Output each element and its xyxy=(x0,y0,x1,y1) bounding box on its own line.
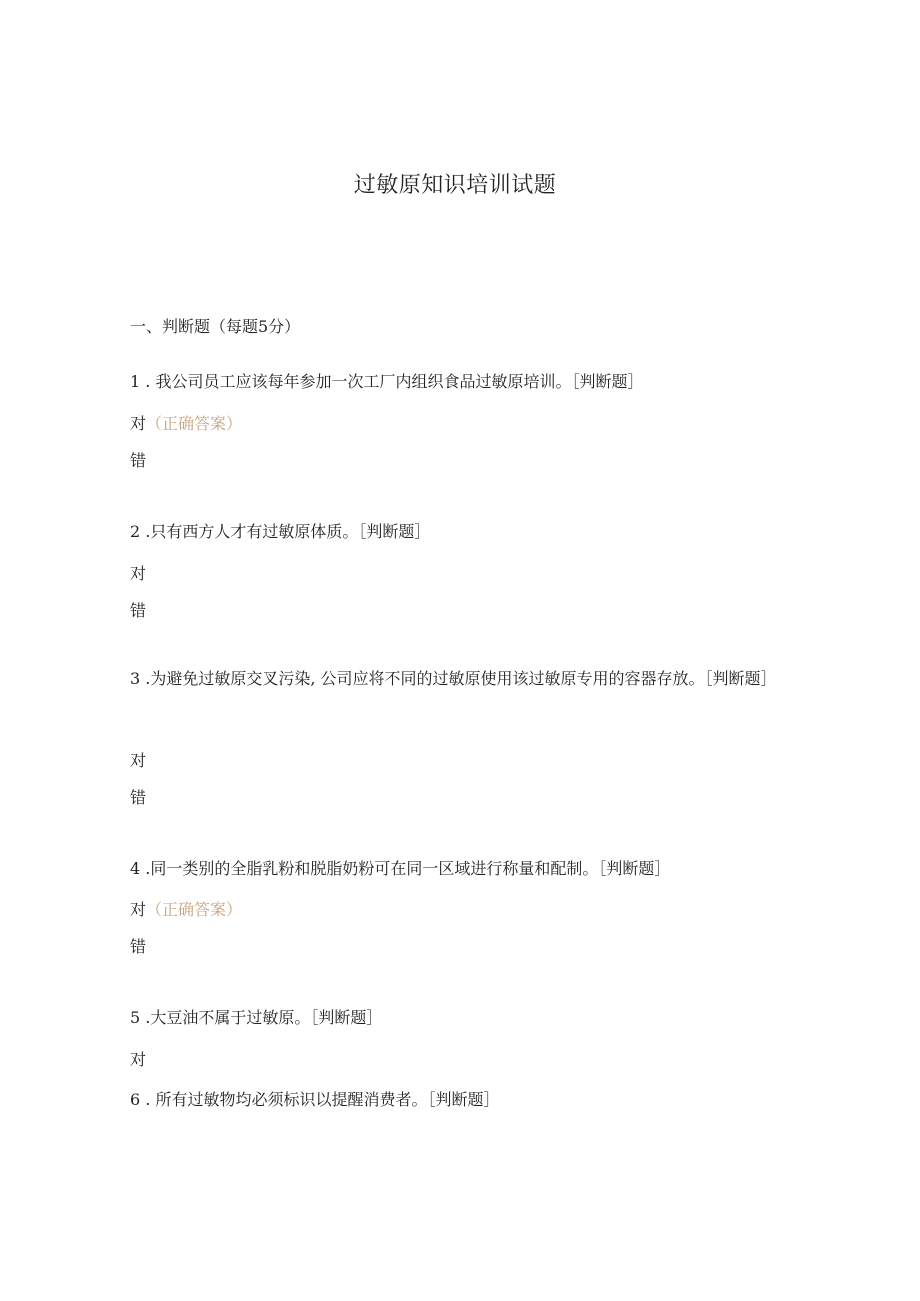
question-6-text: 6 . 所有过敏物均必须标识以提醒消费者。［判断题］ xyxy=(130,1090,500,1109)
option-label: 对 xyxy=(130,414,147,433)
question-3-text: 3 .为避免过敏原交叉污染, 公司应将不同的过敏原使用该过敏原专用的容器存放。［判断题］ xyxy=(130,669,777,688)
correct-answer-mark: （正确答案） xyxy=(146,414,243,433)
correct-answer-mark: （正确答案） xyxy=(146,900,243,919)
question-3-option-true[interactable]: 对 xyxy=(130,751,147,770)
page-title: 过敏原知识培训试题 xyxy=(353,173,557,198)
question-4-option-false[interactable]: 错 xyxy=(130,937,147,956)
section-heading: 一、判断题（每题5分） xyxy=(130,317,301,336)
question-3-option-false[interactable]: 错 xyxy=(130,788,147,807)
question-1-option-false[interactable]: 错 xyxy=(130,451,147,470)
question-1-text: 1 . 我公司员工应该每年参加一次工厂内组织食品过敏原培训。［判断题］ xyxy=(130,372,644,391)
option-label: 对 xyxy=(130,900,147,919)
question-5-text: 5 .大豆油不属于过敏原。［判断题］ xyxy=(130,1008,383,1027)
question-2-text: 2 .只有西方人才有过敏原体质。［判断题］ xyxy=(130,522,431,541)
question-1-option-true[interactable] xyxy=(130,411,242,434)
question-2-option-false[interactable]: 错 xyxy=(130,601,147,620)
question-4-option-true[interactable] xyxy=(130,897,242,920)
question-4-text: 4 .同一类别的全脂乳粉和脱脂奶粉可在同一区域进行称量和配制。［判断题］ xyxy=(130,859,671,878)
question-2-option-true[interactable]: 对 xyxy=(130,564,147,583)
question-5-option-true[interactable]: 对 xyxy=(130,1050,147,1069)
